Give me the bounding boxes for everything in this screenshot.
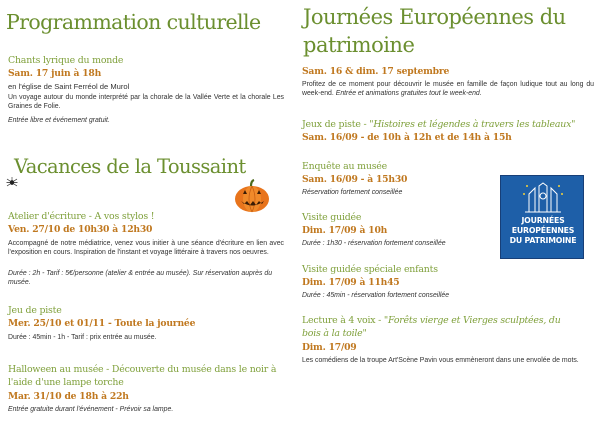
event-jeu-note: Durée : 45min - 1h - Tarif : prix entrée au musée. bbox=[8, 334, 157, 341]
logo-text-line1: JOURNÉES bbox=[521, 216, 565, 225]
event-chants-title: Chants lyrique du monde bbox=[8, 55, 124, 66]
logo-emblem-icon bbox=[521, 182, 565, 214]
event-lecture-title-2: bois à la toile" bbox=[302, 328, 367, 339]
event-jeux-title bbox=[302, 119, 575, 131]
journees-intro bbox=[302, 80, 594, 99]
toussaint-title: Vacances de la Toussaint bbox=[14, 155, 246, 178]
programmation-title: Programmation culturelle bbox=[6, 10, 261, 34]
event-enquete-title: Enquête au musée bbox=[302, 161, 388, 172]
journees-intro-text: Profitez de ce moment pour découvrir le musée en famille de façon ludique tout au long du week-end. bbox=[302, 81, 594, 98]
event-jeux-date: Sam. 16/09 - de 10h à 12h et de 14h à 15h bbox=[302, 132, 512, 143]
event-enfants-title: Visite guidée spéciale enfants bbox=[302, 264, 438, 275]
event-halloween-note: Entrée gratuite durant l'événement - Prévoir sa lampe. bbox=[8, 406, 174, 413]
logo-text-line3: DU PATRIMOINE bbox=[509, 236, 577, 245]
event-chants-location: en l'église de Saint Ferréol de Murol bbox=[8, 82, 130, 91]
event-visite-note: Durée : 1h30 - réservation fortement conseillée bbox=[302, 240, 446, 247]
event-visite-date: Dim. 17/09 à 10h bbox=[302, 225, 388, 236]
logo-text-line2: EUROPÉENNES bbox=[511, 226, 575, 235]
event-atelier-date: Ven. 27/10 de 10h30 à 12h30 bbox=[8, 224, 153, 235]
event-jeu-title: Jeu de piste bbox=[8, 305, 62, 316]
event-halloween-date: Mar. 31/10 de 18h à 22h bbox=[8, 391, 129, 402]
event-jeu-date: Mer. 25/10 et 01/11 - Toute la journée bbox=[8, 318, 196, 329]
event-enfants-date: Dim. 17/09 à 11h45 bbox=[302, 277, 400, 288]
event-atelier-title: Atelier d'écriture - A vos stylos ! bbox=[8, 211, 155, 222]
journees-title-1: Journées Européennes du bbox=[303, 5, 566, 29]
event-enfants-note: Durée : 45min - réservation fortement conseillée bbox=[302, 292, 450, 299]
event-visite-title: Visite guidée bbox=[302, 212, 362, 223]
event-lecture-date: Dim. 17/09 bbox=[302, 342, 357, 353]
event-atelier-note: Durée : 2h - Tarif : 5€/personne (atelier & entrée au musée). Sur réservation auprès du musée. bbox=[8, 270, 273, 287]
event-halloween-title-1: Halloween au musée - Découverte du musée dans le noir à bbox=[8, 364, 277, 375]
logo-text bbox=[501, 216, 585, 246]
journees-intro-emphasis: Entrée et animations gratuites tout le week-end. bbox=[335, 90, 482, 98]
event-jeux-quote: "Histoires et légendes à travers les tableaux" bbox=[369, 119, 576, 130]
journees-date: Sam. 16 & dim. 17 septembre bbox=[302, 66, 450, 77]
event-chants-description: Un voyage autour du monde interprété par la chorale de la Vallée Verte et la chorale Les Graines de Folie. bbox=[8, 94, 284, 111]
event-lecture-quote-1: "Forêts vierge et Vierges sculptées, du bbox=[383, 315, 561, 326]
event-enquete-date: Sam. 16/09 - à 15h30 bbox=[302, 174, 408, 185]
event-lecture-title-1 bbox=[302, 315, 561, 327]
event-lecture-description: Les comédiens de la troupe Art'Scène Pavin vous emmèneront dans une envolée de mots. bbox=[302, 357, 579, 364]
event-chants-date: Sam. 17 juin à 18h bbox=[8, 68, 102, 79]
event-enquete-note: Réservation fortement conseillée bbox=[302, 189, 403, 196]
event-chants-note: Entrée libre et événement gratuit. bbox=[8, 117, 110, 124]
spider-icon bbox=[6, 174, 18, 184]
event-jeux-prefix: Jeux de piste - bbox=[302, 119, 370, 130]
journees-title-2: patrimoine bbox=[303, 33, 415, 57]
event-lecture-prefix: Lecture à 4 voix - bbox=[302, 315, 384, 326]
event-halloween-title-2: l'aide d'une lampe torche bbox=[8, 377, 124, 388]
pumpkin-icon bbox=[234, 179, 270, 213]
event-atelier-description: Accompagné de notre médiatrice, venez vous initier à une séance d'écriture en lien avec l'exposition en cours. Inspiration de l'instant et voyage littéraire à travers nos oeuvres. bbox=[8, 240, 284, 257]
journees-patrimoine-logo bbox=[500, 175, 584, 259]
